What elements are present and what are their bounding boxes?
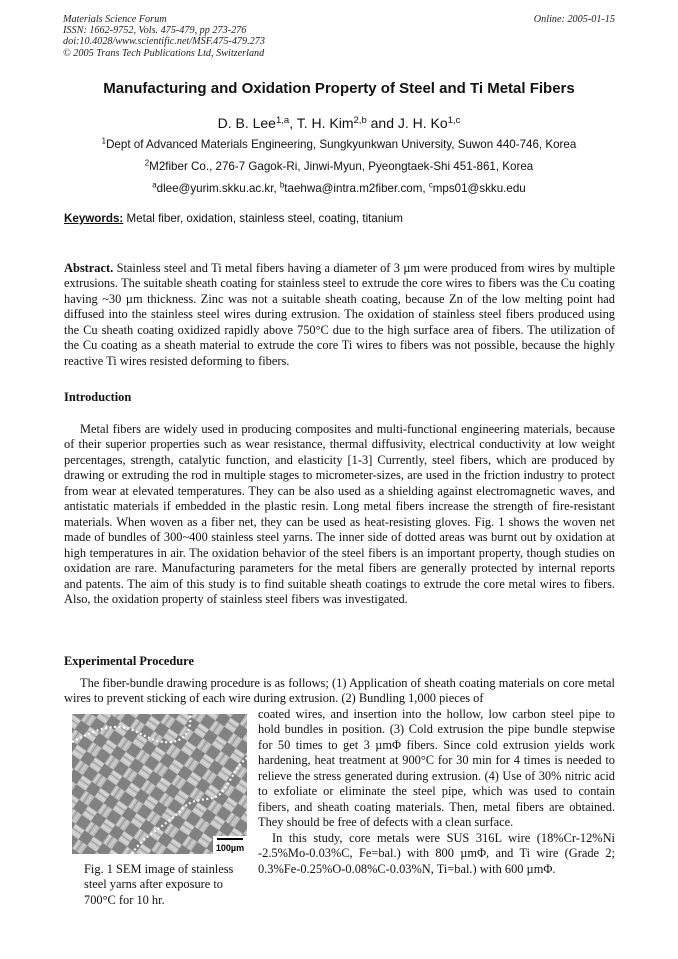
author-separator: , [289,115,297,131]
author-sup: 1,a [275,114,290,126]
author-name: J. H. Ko [397,115,448,131]
email-text[interactable]: mps01@skku.edu [432,182,526,195]
experimental-column-p2: In this study, core metals were SUS 316L wire (18%Cr-12%Ni -2.5%Mo-0.03%C, Fe=bal.) with 800 µmΦ, and Ti wire (Grade 2; 0.3%Fe-0.25%O-0.08%C-0.03%N, Ti=bal.) with 600 µmΦ. [258,830,615,876]
keywords-text: Metal fiber, oxidation, stainless steel, coating, titanium [123,212,403,225]
email-sup: b [279,180,285,190]
author-list [0,115,678,131]
online-date: Online: 2005-01-15 [533,14,615,25]
issn-line: ISSN: 1662-9752, Vols. 475-479, pp 273-276 [63,25,247,37]
affiliation-sup: 1 [101,136,107,146]
email-text[interactable]: taehwa@intra.m2fiber.com [284,182,423,195]
affiliation-text: M2fiber Co., 276-7 Gagok-Ri, Jinwi-Myun, Pyeongtaek-Shi 451-861, Korea [149,160,534,173]
introduction-heading: Introduction [64,390,132,404]
affiliation-sup: 2 [144,158,150,168]
journal-name: Materials Science Forum [63,14,167,25]
abstract-text: Stainless steel and Ti metal fibers having a diameter of 3 µm were produced from wires by multiple extrusions. The suitable sheath coating for stainless steel to extrude the core wires to fibers was the Cu coating having ~30 µm thickness. Zinc was not a suitable sheath coating, because Zn of the low melting point had diffused into the stainless steel wires during extrusion. The oxidation of stainless steel fibers produced using the Cu sheath coating oxidized rapidly above 750°C due to the high surface area of fibers. The utilization of the Cu coating as a sheath material to extrude the core Ti wires to fibers was not possible, because the highly reactive Ti wires resisted deforming to fibers. [64,261,615,368]
affiliation-1 [0,138,678,151]
email-line: $^a$dlee@yurim.skku.ac.kr, $^b$taehwa@intra.m2fiber.com, $^c$mps01@skku.edu [152,180,526,195]
email-sup: c [428,180,433,190]
email-sup: a [152,180,157,190]
affiliation-2 [0,160,678,173]
affiliation-text: Dept of Advanced Materials Engineering, Sungkyunkwan University, Suwon 440-746, Korea [106,138,577,151]
paper-title: Manufacturing and Oxidation Property of Steel and Ti Metal Fibers [103,80,575,97]
keywords-label: Keywords: [64,212,124,225]
author-name: T. H. Kim [296,115,354,131]
experimental-column [258,707,615,877]
author-sup: 1,c [447,114,461,126]
introduction-body [64,422,615,607]
journal-header [63,14,615,59]
abstract-label: Abstract. [64,261,114,275]
scale-bar-label: 100µm [215,843,245,853]
figure-caption: Fig. 1 SEM image of stainless steel yarns after exposure to 700°C for 10 hr. [84,862,234,907]
experimental-lead [64,676,615,707]
sem-image [72,714,247,854]
author-separator: and [366,115,398,131]
abstract [64,261,615,369]
introduction-text: Metal fibers are widely used in producing composites and multi-functional engineering materials, because of their superior properties such as wear resistance, thermal diffusivity, electrical conductivity at low weight percentages, strength, catalytic function, and elasticity [1-3] Currently, steel fibers, which are produced by drawing or extruding the rod in multiple stages to micrometer-sizes, are used in the friction industry to protect from wear at elevated temperatures. They can be also used as a shielding against electromagnetic waves, and antistatic materials if embedded in the plastic resin. Long metal fibers increase the strength of fire-resistant materials. When woven as a fiber net, they can be used as heat-resisting gloves. Fig. 1 shows the woven net made of bundles of 300~400 stainless steel yarns. The inner side of dotted areas was burnt out by oxidation at high temperatures in air. The oxidation behavior of the steel fibers is an important property, though studies on oxidation are rare. Manufacturing parameters for the metal fibers are generally protected by internal reports and patents. The aim of this study is to find suitable sheath coatings to extrude the core metal wires to fibers. Also, the oxidation property of stainless steel fibers was investigated. [64,422,615,606]
experimental-lead-text: The fiber-bundle drawing procedure is as follows; (1) Application of sheath coating materials on core metal wires to prevent sticking of each wire during extrusion. (2) Bundling 1,000 pieces of [64,676,615,706]
doi-line: doi:10.4028/www.scientific.net/MSF.475-479.273 [63,36,265,48]
email-text[interactable]: dlee@yurim.skku.ac.kr [156,182,274,195]
sem-figure [72,714,247,854]
copyright-line: © 2005 Trans Tech Publications Ltd, Switzerland [63,47,265,59]
experimental-column-p1: coated wires, and insertion into the hollow, low carbon steel pipe to hold bundles in position. (3) Cold extrusion the pipe bundle stepwise for 50 times to get 3 µmΦ fibers. Since cold extrusion yields work hardening, heat treatment at 900°C for 30 min for 4 times is needed to relieve the stress generated during extrusion. (4) Use of 30% nitric acid to exfoliate or eliminate the steel pipe, which was used to contain fibers, and sheath coating materials. Then, metal fibers are obtained. They should be free of defects with a clean surface. [258,707,615,830]
author-sup: 2,b [353,114,367,126]
keywords [64,212,624,225]
experimental-heading: Experimental Procedure [64,654,194,668]
author-name: D. B. Lee [217,115,276,131]
